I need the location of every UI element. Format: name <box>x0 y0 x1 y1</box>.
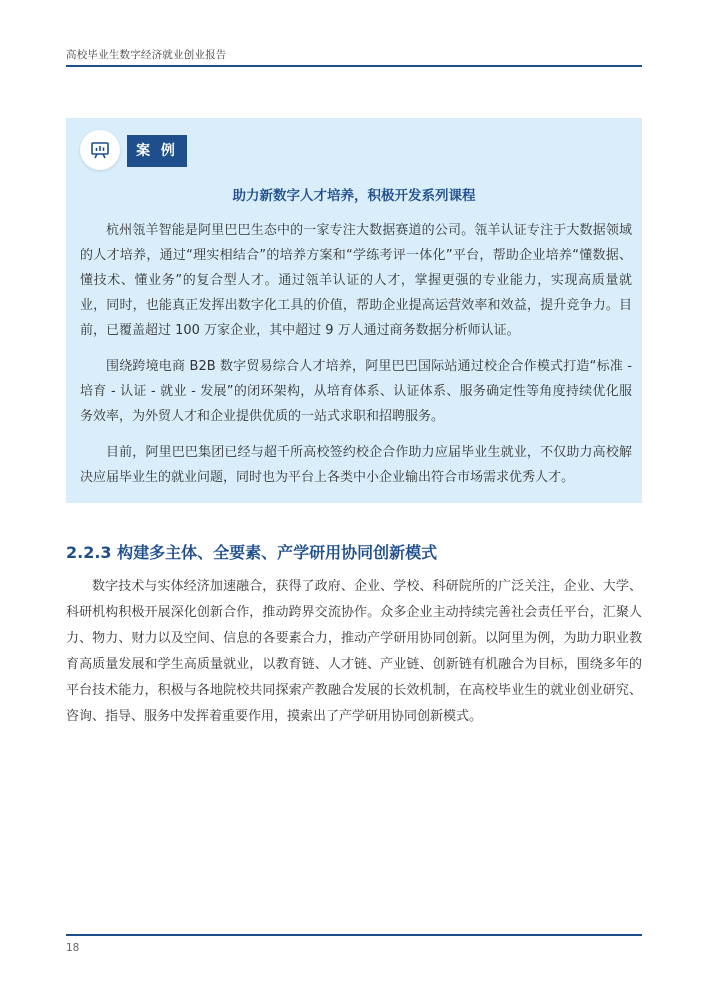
page-number: 18 <box>66 942 80 954</box>
chart-board-icon <box>80 130 120 170</box>
running-header: 高校毕业生数字经济就业创业报告 <box>66 49 227 61</box>
case-title: 助力新数字人才培养，积极开发系列课程 <box>232 188 476 204</box>
case-paragraph: 杭州瓴羊智能是阿里巴巴生态中的一家专注大数据赛道的公司。瓴羊认证专注于大数据领域的人才培养，通过“理实相结合”的培养方案和“学练考评一体化”平台，帮助企业培养“懂数据、懂技术、懂业务”的复合型人才。通过瓴羊认证的人才，掌握更强的专业能力，实现高质量就业，同时，也能真正发挥出数字化工具的价值，帮助企业提高运营效率和效益，提升竞争力。目前，已覆盖超过 100 万家企业，其中超过 9 万人通过商务数据分析师认证。 <box>80 223 632 338</box>
case-paragraph: 围绕跨境电商 B2B 数字贸易综合人才培养，阿里巴巴国际站通过校企合作模式打造“标准 - 培育 - 认证 - 就业 - 发展”的闭环架构，从培育体系、认证体系、服务确定性等角度持续优化服务效率，为外贸人才和企业提供优质的一站式求职和招聘服务。 <box>80 359 632 424</box>
case-paragraph: 目前，阿里巴巴集团已经与超千所高校签约校企合作助力应届毕业生就业，不仅助力高校解决应届毕业生的就业问题，同时也为平台上各类中小企业输出符合市场需求优秀人才。 <box>80 445 632 485</box>
footer-divider <box>66 934 642 936</box>
body-paragraph: 数字技术与实体经济加速融合，获得了政府、企业、学校、科研院所的广泛关注，企业、大学、科研机构积极开展深化创新合作，推动跨界交流协作。众多企业主动持续完善社会责任平台，汇聚人力、物力、财力以及空间、信息的各要素合力，推动产学研用协同创新。以阿里为例，为助力职业教育高质量发展和学生高质量就业，以教育链、人才链、产业链、创新链有机融合为目标，围绕多年的平台技术能力，积极与各地院校共同探索产教融合发展的长效机制，在高校毕业生的就业创业研究、咨询、指导、服务中发挥着重要作用，摸索出了产学研用协同创新模式。 <box>66 579 642 724</box>
section-heading: 2.2.3 构建多主体、全要素、产学研用协同创新模式 <box>66 543 438 562</box>
header-divider <box>66 65 642 67</box>
case-tag: 案 例 <box>127 135 187 167</box>
